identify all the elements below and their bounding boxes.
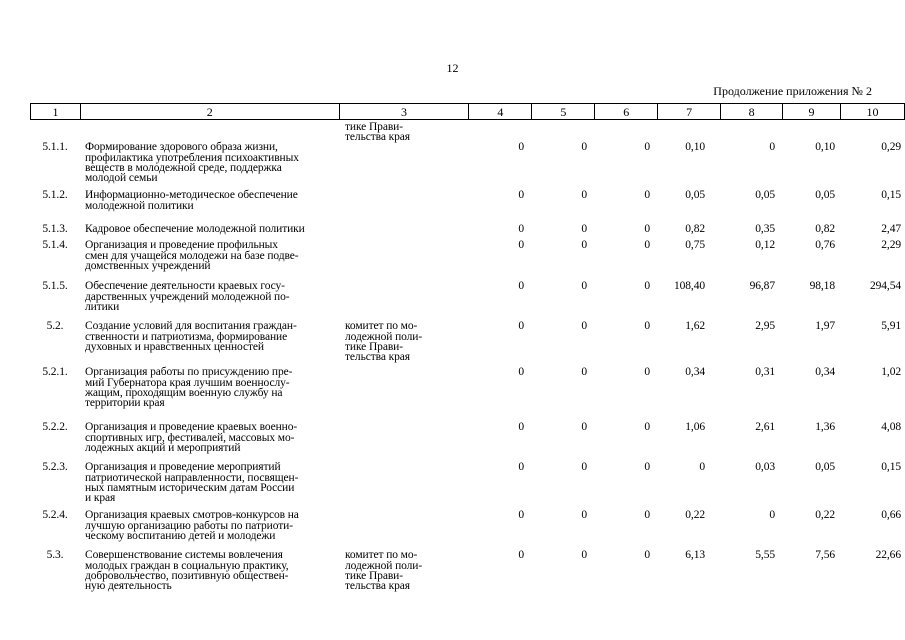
column-header-1: 1 <box>31 104 81 120</box>
value-col-7: 1,06 <box>685 421 705 434</box>
value-col-10: 294,54 <box>869 280 901 293</box>
measure-name: Организация и проведение мероприятий патриотической направленности, посвящен- ных памятным историческим датам России и края <box>85 461 299 505</box>
value-col-8: 0 <box>769 509 775 522</box>
responsible-executor <box>339 281 469 321</box>
value-col-9: 0,76 <box>815 239 835 252</box>
responsible-executor <box>339 240 469 281</box>
measure-name: Формирование здорового образа жизни, профилактика употребления психоактивных веществ в молодежной среде, поддержка молодой семьи <box>85 141 299 185</box>
responsible-executor <box>339 462 469 510</box>
column-header-table <box>30 103 905 120</box>
continuation-text: тике Прави- тельства края <box>345 121 410 144</box>
value-col-4: 0 <box>518 549 524 562</box>
table-row <box>30 510 905 550</box>
value-col-8: 0,35 <box>755 223 775 236</box>
value-col-7: 0,05 <box>685 189 705 202</box>
table-row <box>30 422 905 462</box>
value-col-4: 0 <box>518 320 524 333</box>
value-col-8: 5,55 <box>755 549 775 562</box>
measure-name: Организация краевых смотров-конкурсов на лучшую организацию работы по патриоти- ческому воспитанию детей и молодежи <box>85 509 299 542</box>
value-col-4: 0 <box>518 280 524 293</box>
responsible-executor <box>339 142 469 190</box>
measure-name: Информационно-методическое обеспечение молодежной политики <box>85 189 298 212</box>
column-header-8: 8 <box>721 104 783 120</box>
value-col-9: 0,82 <box>815 223 835 236</box>
table-row <box>30 224 905 240</box>
row-number: 5.1.4. <box>42 239 68 252</box>
table-row <box>30 321 905 367</box>
row-number: 5.2.2. <box>42 421 68 434</box>
value-col-7: 0,82 <box>685 223 705 236</box>
continuation-row <box>30 122 905 142</box>
value-col-8: 0,31 <box>755 366 775 379</box>
value-col-6: 0 <box>644 223 650 236</box>
value-col-9: 0,05 <box>815 189 835 202</box>
value-col-5: 0 <box>581 509 587 522</box>
value-col-5: 0 <box>581 320 587 333</box>
column-header-7: 7 <box>658 104 721 120</box>
value-col-6: 0 <box>644 549 650 562</box>
measure-name: Создание условий для воспитания граждан- ственности и патриотизма, формирование духовных и нравственных ценностей <box>85 320 297 353</box>
value-col-5: 0 <box>581 189 587 202</box>
responsible-executor <box>339 224 469 240</box>
value-col-7: 0,22 <box>685 509 705 522</box>
responsible-executor: комитет по мо- лодежной поли- тике Прави- тельства края <box>345 320 423 364</box>
value-col-7: 0,10 <box>685 141 705 154</box>
value-col-6: 0 <box>644 280 650 293</box>
column-header-9: 9 <box>783 104 841 120</box>
table-row <box>30 142 905 190</box>
column-header-4: 4 <box>469 104 532 120</box>
responsible-executor <box>339 510 469 550</box>
value-col-5: 0 <box>581 549 587 562</box>
value-col-10: 5,91 <box>881 320 901 333</box>
value-col-7: 108,40 <box>673 280 705 293</box>
value-col-4: 0 <box>518 509 524 522</box>
table-row <box>30 281 905 321</box>
value-col-6: 0 <box>644 421 650 434</box>
value-col-6: 0 <box>644 366 650 379</box>
value-col-10: 0,15 <box>881 461 901 474</box>
table-row <box>30 240 905 281</box>
measure-name: Совершенствование системы вовлечения молодых граждан в социальную практику, добровольчество, позитивную обществен- ную деятельность <box>85 549 289 593</box>
page-number: 12 <box>446 61 459 75</box>
value-col-8: 2,61 <box>755 421 775 434</box>
row-number: 5.1.2. <box>42 189 68 202</box>
responsible-executor <box>339 190 469 224</box>
responsible-executor: комитет по мо- лодежной поли- тике Прави- тельства края <box>345 549 423 593</box>
measure-name: Кадровое обеспечение молодежной политики <box>85 223 305 236</box>
value-col-5: 0 <box>581 223 587 236</box>
value-col-8: 96,87 <box>749 280 775 293</box>
value-col-5: 0 <box>581 239 587 252</box>
value-col-7: 0,34 <box>685 366 705 379</box>
measure-name: Организация и проведение краевых военно- спортивных игр, фестивалей, массовых мо- лодежных акций и мероприятий <box>85 421 298 454</box>
responsible-executor <box>339 367 469 422</box>
table-row <box>30 190 905 224</box>
row-number: 5.2. <box>46 320 64 333</box>
value-col-6: 0 <box>644 509 650 522</box>
value-col-6: 0 <box>644 320 650 333</box>
row-number: 5.1.1. <box>42 141 68 154</box>
value-col-8: 0,03 <box>755 461 775 474</box>
value-col-4: 0 <box>518 366 524 379</box>
value-col-9: 0,34 <box>815 366 835 379</box>
row-number: 5.1.3. <box>42 223 68 236</box>
value-col-10: 1,02 <box>881 366 901 379</box>
column-header-row <box>31 104 905 120</box>
row-number: 5.1.5. <box>42 280 68 293</box>
value-col-5: 0 <box>581 366 587 379</box>
value-col-6: 0 <box>644 239 650 252</box>
value-col-10: 2,29 <box>881 239 901 252</box>
value-col-4: 0 <box>518 189 524 202</box>
responsible-executor <box>339 422 469 462</box>
measure-name: Организация работы по присуждению пре- мий Губернатора края лучшим военнослу- жащим, проходящим военную службу на территории края <box>85 366 293 410</box>
row-number: 5.2.1. <box>42 366 68 379</box>
value-col-4: 0 <box>518 239 524 252</box>
budget-table <box>30 122 905 600</box>
value-col-4: 0 <box>518 141 524 154</box>
value-col-9: 7,56 <box>815 549 835 562</box>
table-row <box>30 462 905 510</box>
value-col-8: 0,05 <box>755 189 775 202</box>
measure-name: Организация и проведение профильных смен для учащейся молодежи на базе подве- домственных учреждений <box>85 239 299 272</box>
row-number: 5.3. <box>46 549 64 562</box>
value-col-7: 0 <box>699 461 705 474</box>
value-col-9: 0,10 <box>815 141 835 154</box>
table-row <box>30 550 905 600</box>
value-col-9: 1,36 <box>815 421 835 434</box>
value-col-9: 98,18 <box>809 280 835 293</box>
value-col-10: 0,29 <box>881 141 901 154</box>
value-col-10: 4,08 <box>881 421 901 434</box>
value-col-9: 0,22 <box>815 509 835 522</box>
value-col-4: 0 <box>518 421 524 434</box>
table-row <box>30 367 905 422</box>
value-col-10: 22,66 <box>875 549 901 562</box>
appendix-caption: Продолжение приложения № 2 <box>713 84 872 98</box>
value-col-5: 0 <box>581 421 587 434</box>
value-col-8: 0,12 <box>755 239 775 252</box>
value-col-8: 0 <box>769 141 775 154</box>
column-header-2: 2 <box>80 104 339 120</box>
row-number: 5.2.3. <box>42 461 68 474</box>
measure-name: Обеспечение деятельности краевых госу- дарственных учреждений молодежной по- литики <box>85 280 290 313</box>
value-col-7: 0,75 <box>685 239 705 252</box>
value-col-10: 0,66 <box>881 509 901 522</box>
value-col-5: 0 <box>581 141 587 154</box>
value-col-9: 0,05 <box>815 461 835 474</box>
value-col-6: 0 <box>644 141 650 154</box>
value-col-10: 0,15 <box>881 189 901 202</box>
column-header-5: 5 <box>532 104 595 120</box>
value-col-7: 6,13 <box>685 549 705 562</box>
value-col-4: 0 <box>518 461 524 474</box>
value-col-4: 0 <box>518 223 524 236</box>
value-col-10: 2,47 <box>881 223 901 236</box>
row-number: 5.2.4. <box>42 509 68 522</box>
value-col-8: 2,95 <box>755 320 775 333</box>
value-col-6: 0 <box>644 189 650 202</box>
column-header-10: 10 <box>840 104 904 120</box>
value-col-5: 0 <box>581 280 587 293</box>
value-col-9: 1,97 <box>815 320 835 333</box>
column-header-6: 6 <box>595 104 658 120</box>
value-col-6: 0 <box>644 461 650 474</box>
value-col-5: 0 <box>581 461 587 474</box>
value-col-7: 1,62 <box>685 320 705 333</box>
column-header-3: 3 <box>339 104 469 120</box>
